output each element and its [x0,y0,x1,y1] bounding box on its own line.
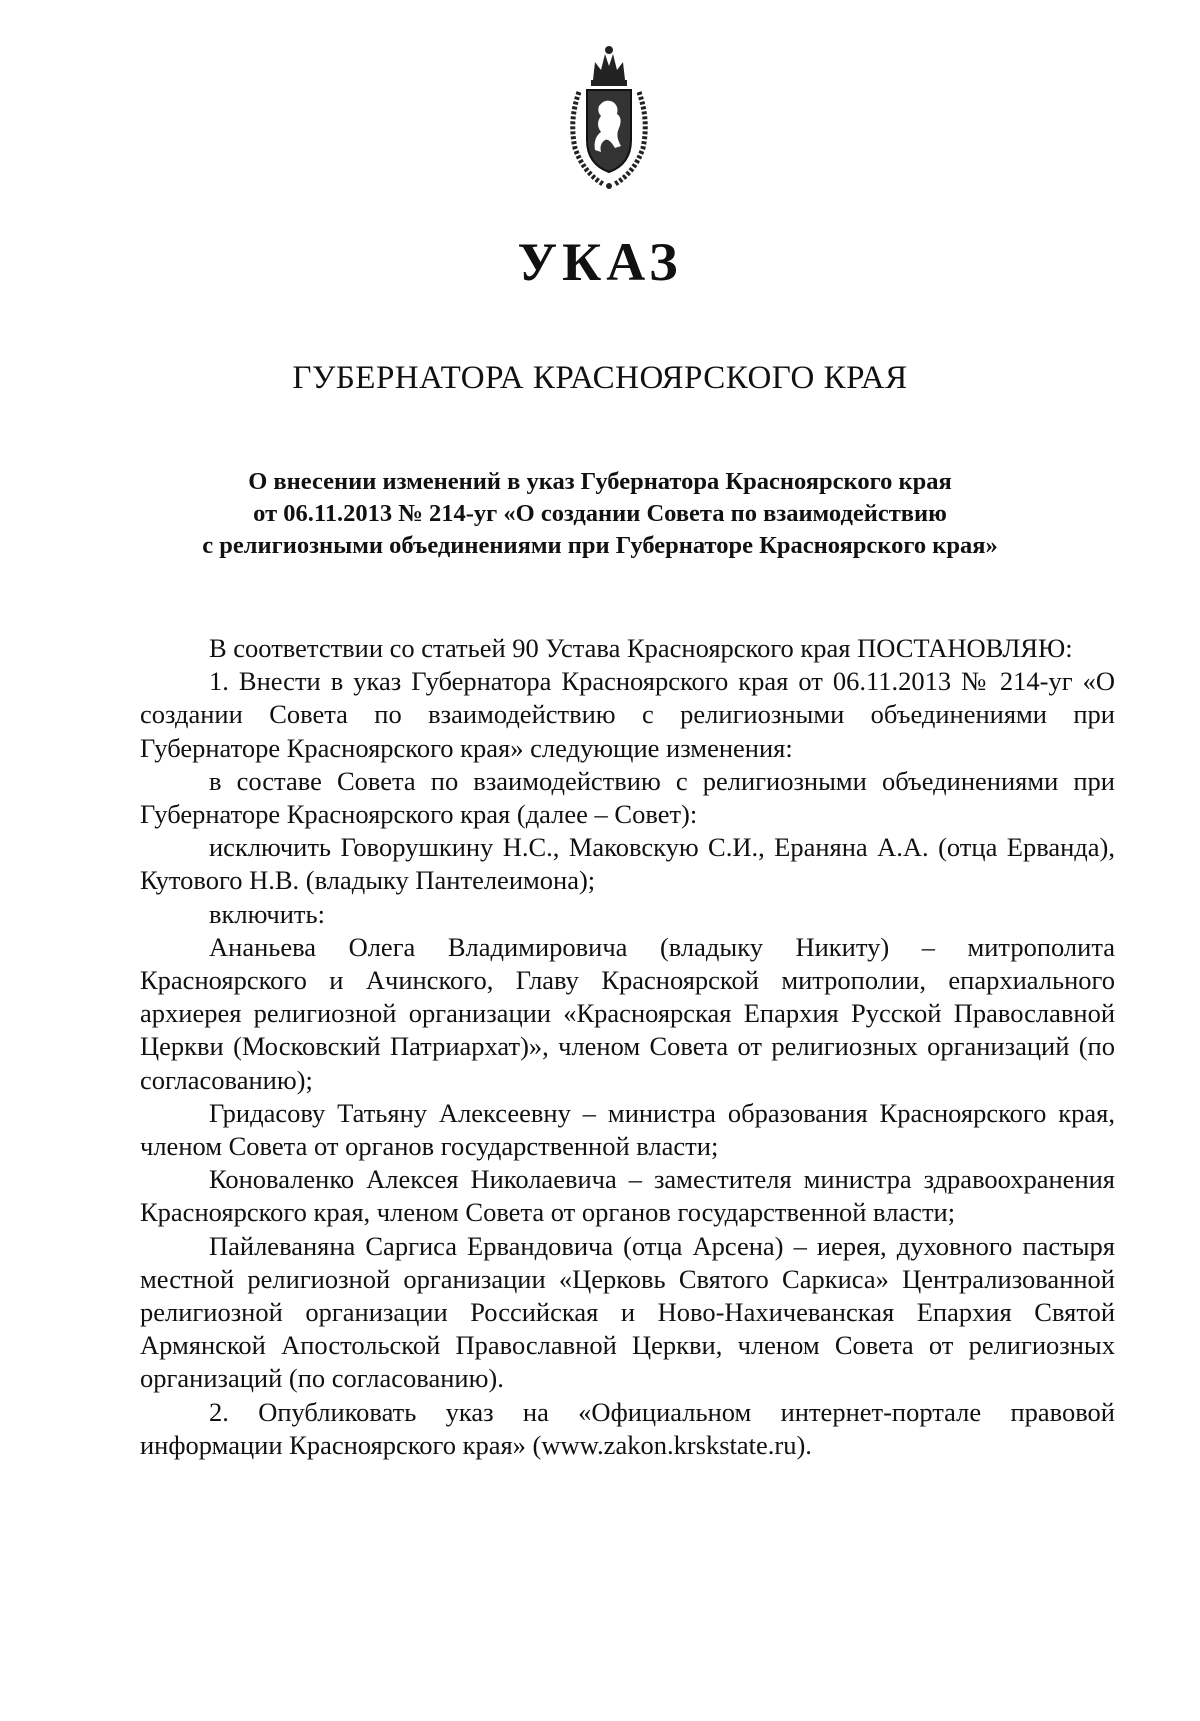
member-paragraph: Ананьева Олега Владимировича (владыку Никиту) – митрополита Красноярского и Ачинского, Главу Красноярской митрополии, епархиального архиерея религиозной организации «Красноярская Епархия Русской Православной Церкви (Московский Патриархат)», членом Совета от религиозных организаций (по согласованию); [140,931,1115,1095]
member-paragraph: Пайлеваняна Саргиса Ервандовича (отца Арсена) – иерея, духовного пастыря местной религиозной организации «Церковь Святого Саркиса» Централизованной религиозной организации Российская и Ново-Нахичеванская Епархия Святой Армянской Апостольской Православной Церкви, членом Совета от религиозных организаций (по согласованию). [140,1230,1115,1394]
krasnoyarsk-krai-coat-of-arms-icon [565,40,653,190]
item-2-paragraph: 2. Опубликовать указ на «Официальном интернет-портале правовой информации Красноярского края» (www.zakon.krskstate.ru). [140,1396,1115,1460]
exclude-paragraph: исключить Говорушкину Н.С., Маковскую С.И., Ераняна А.А. (отца Ерванда), Кутового Н.В. (владыку Пантелеимона); [140,832,1115,896]
issuer-heading: ГУБЕРНАТОРА КРАСНОЯРСКОГО КРАЯ [292,360,908,396]
item-1-paragraph: 1. Внести в указ Губернатора Красноярского края от 06.11.2013 № 214-уг «О создании Совета по взаимодействию с религиозными объединениями при Губернаторе Красноярского края» следующие изменения: [140,666,1115,763]
composition-paragraph: в составе Совета по взаимодействию с религиозными объединениями при Губернаторе Красноярского края (далее – Совет): [140,765,1115,830]
decree-title [140,466,1060,562]
decree-body [140,632,1115,1462]
decree-title-line: от 06.11.2013 № 214-уг «О создании Совета по взаимодействию [253,500,947,527]
include-paragraph: включить: [209,898,325,929]
document-type-heading: УКАЗ [517,232,683,292]
member-paragraph: Коноваленко Алексея Николаевича – заместителя министра здравоохранения Красноярского края, членом Совета от органов государственной власти; [140,1164,1115,1228]
decree-title-line: с религиозными объединениями при Губернаторе Красноярского края» [202,532,998,559]
decree-title-line: О внесении изменений в указ Губернатора Красноярского края [248,468,952,495]
intro-paragraph: В соответствии со статьей 90 Устава Красноярского края ПОСТАНОВЛЯЮ: [209,633,1073,663]
member-paragraph: Гридасову Татьяну Алексеевну – министра образования Красноярского края, членом Совета от органов государственной власти; [140,1097,1115,1162]
